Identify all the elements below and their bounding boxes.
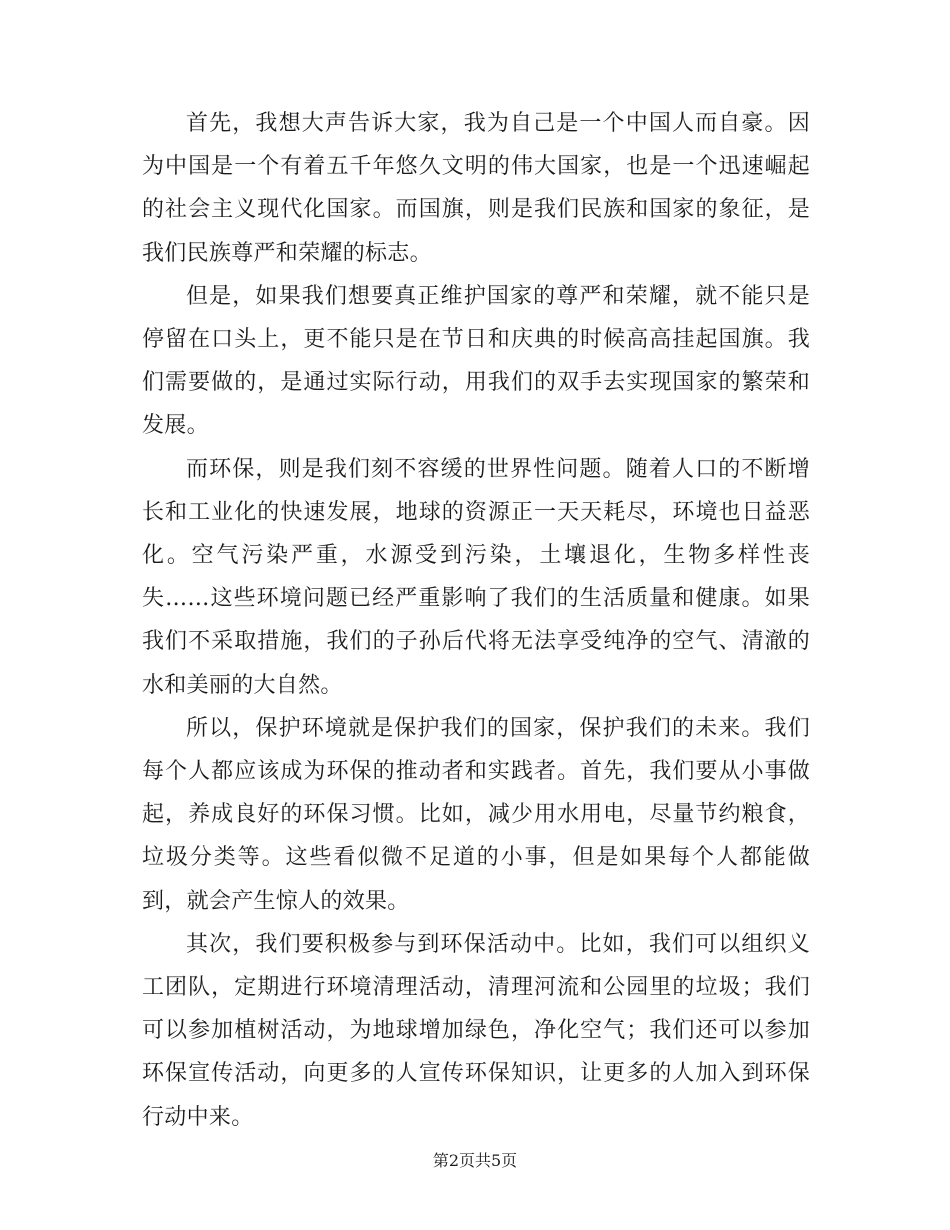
paragraph-1: 首先，我想大声告诉大家，我为自己是一个中国人而自豪。因为中国是一个有着五千年悠久文明的伟大国家，也是一个迅速崛起的社会主义现代化国家。而国旗，则是我们民族和国家的象征，是我们民族尊严和荣耀的标志。 <box>142 111 810 266</box>
paragraph-3: 而环保，则是我们刻不容缓的世界性问题。随着人口的不断增长和工业化的快速发展，地球的资源正一天天耗尽，环境也日益恶化。空气污染严重，水源受到污染，土壤退化，生物多样性丧失……这些环境问题已经严重影响了我们的生活质量和健康。如果我们不采取措施，我们的子孙后代将无法享受纯净的空气、清澈的水和美丽的大自然。 <box>142 456 810 698</box>
paragraph-5: 其次，我们要积极参与到环保活动中。比如，我们可以组织义工团队，定期进行环境清理活动，清理河流和公园里的垃圾；我们可以参加植树活动，为地球增加绿色，净化空气；我们还可以参加环保宣传活动，向更多的人宣传环保知识，让更多的人加入到环保行动中来。 <box>142 931 810 1130</box>
page-number-footer: 第2页共5页 <box>432 1151 518 1170</box>
paragraph-2: 但是，如果我们想要真正维护国家的尊严和荣耀，就不能只是停留在口头上，更不能只是在节日和庆典的时候高高挂起国旗。我们需要做的，是通过实际行动，用我们的双手去实现国家的繁荣和发展。 <box>142 283 810 439</box>
paragraph-4: 所以，保护环境就是保护我们的国家，保护我们的未来。我们每个人都应该成为环保的推动者和实践者。首先，我们要从小事做起，养成良好的环保习惯。比如，减少用水用电，尽量节约粮食，垃圾分类等。这些看似微不足道的小事，但是如果每个人都能做到，就会产生惊人的效果。 <box>142 715 810 914</box>
document-body <box>142 102 810 1139</box>
